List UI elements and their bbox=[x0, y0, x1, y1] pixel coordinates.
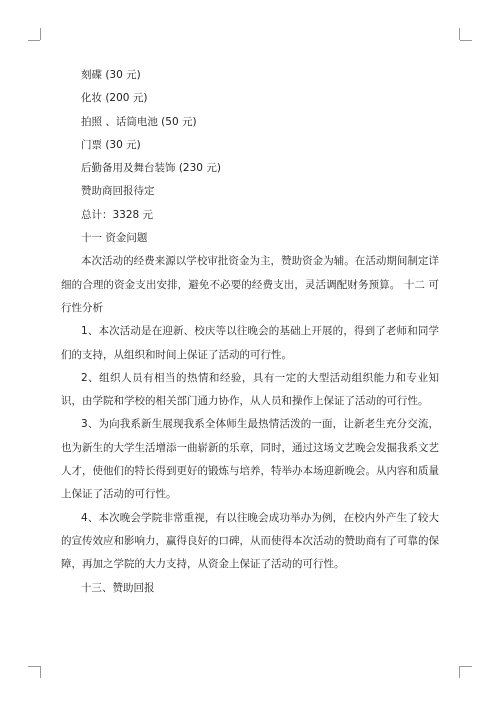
expense-line: 化妆 (200 元) bbox=[81, 92, 148, 105]
crop-mark-top-right-v bbox=[459, 28, 460, 40]
section-heading-funding: 十一 资金问题 bbox=[81, 232, 148, 245]
expense-line: 后勤备用及舞台装饰 (230 元) bbox=[81, 162, 221, 175]
document-body bbox=[61, 64, 439, 600]
expense-line: 门票 (30 元) bbox=[81, 138, 141, 151]
crop-mark-top-right-h bbox=[460, 40, 472, 41]
crop-mark-top-left-h bbox=[28, 40, 40, 41]
paragraph-feasibility-4: 4、本次晚会学院非常重视，有以往晚会成功举办为例，在校内外产生了较大的宣传效应和影响力，赢得良好的口碑，从而使得本次活动的赞助商有了可靠的保障，再加之学院的大力支持，从资金上保证了活动的可行性。 bbox=[61, 511, 439, 571]
paragraph-feasibility-3: 3、为向我系新生展现我系全体师生最热情活泼的一面，让新老生充分交流，也为新生的大学生活增添一曲崭新的乐章，同时，通过这场文艺晚会发掘我系文艺人才，使他们的特长得到更好的锻炼与培养，特举办本场迎新晚会。从内容和质量上保证了活动的可行性。 bbox=[61, 418, 439, 501]
total-line: 总计：3328 元 bbox=[81, 208, 154, 221]
section-heading-sponsor-return: 十三、赞助回报 bbox=[81, 581, 155, 594]
crop-mark-bottom-right-v bbox=[459, 666, 460, 678]
expense-line: 拍照 、话筒电池 (50 元) bbox=[81, 115, 197, 128]
expense-line: 刻碟 (30 元) bbox=[81, 69, 141, 81]
crop-mark-top-left-v bbox=[40, 28, 41, 40]
paragraph-funding: 本次活动的经费来源以学校审批资金为主，赞助资金为辅。在活动期间制定详细的合理的资金支出安排，避免不必要的经费支出，灵活调配财务预算。 十二 可行性分析 bbox=[61, 255, 439, 314]
sponsor-line: 赞助商回报待定 bbox=[81, 185, 155, 198]
crop-mark-bottom-left-v bbox=[40, 666, 41, 678]
crop-mark-bottom-right-h bbox=[460, 666, 472, 667]
crop-mark-bottom-left-h bbox=[28, 666, 40, 667]
paragraph-feasibility-1: 1、本次活动是在迎新、校庆等以往晚会的基础上开展的，得到了老师和同学们的支持，从组织和时间上保证了活动的可行性。 bbox=[61, 325, 439, 361]
paragraph-feasibility-2: 2、组织人员有相当的热情和经验，具有一定的大型活动组织能力和专业知识，由学院和学校的相关部门通力协作，从人员和操作上保证了活动的可行性。 bbox=[61, 371, 439, 408]
